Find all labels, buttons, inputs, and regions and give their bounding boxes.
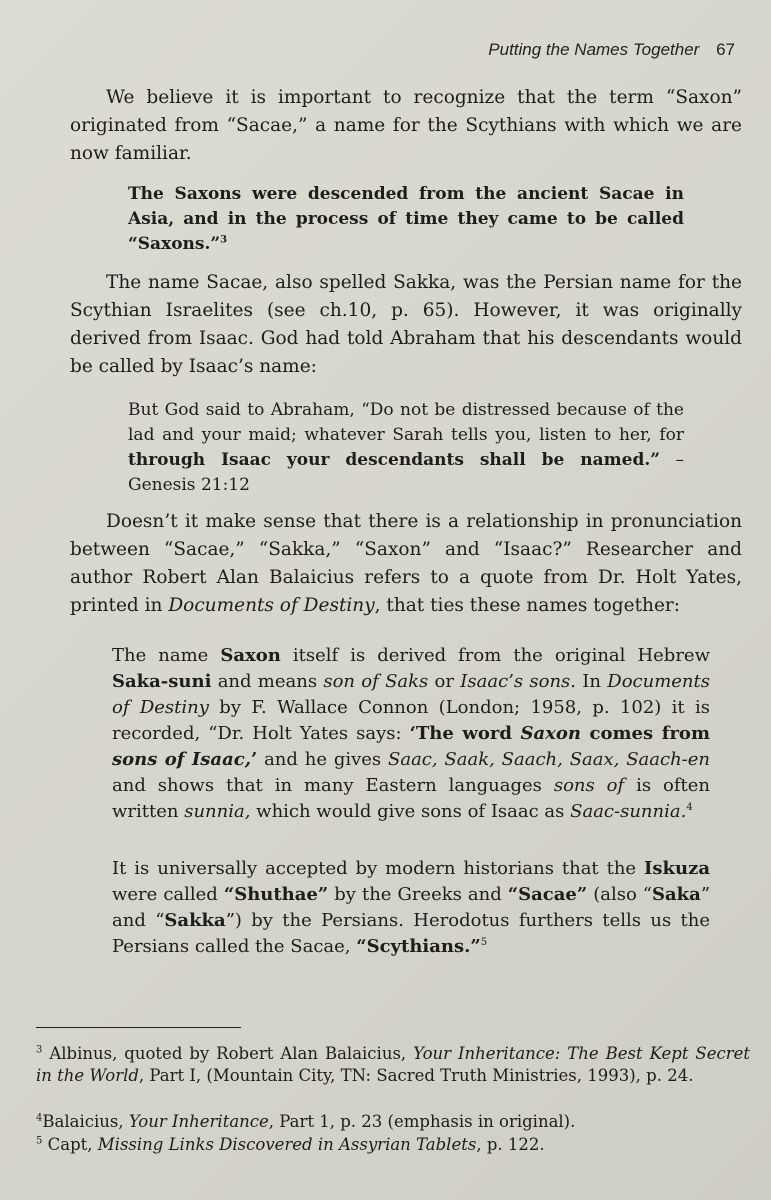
quote-genesis: But God said to Abraham, “Do not be distressed because of the lad and your maid; whatever Sarah tells you, listen to her, for through Isaac your descendants shall be named.” – Genesis 21:12 bbox=[128, 400, 684, 495]
paragraph-sacae-sakka: The name Sacae, also spelled Sakka, was the Persian name for the Scythian Israelites (see ch.10, p. 65). However, it was originally derived from Isaac. God had told Abraham that his descendants would be called by Isaac’s name: bbox=[70, 272, 742, 377]
footnote-ref-5[interactable]: 5 bbox=[480, 937, 488, 948]
quote-saxon-hebrew: The name Saxon itself is derived from the original Hebrew Saka-suni and means son of Saks or Isaac’s sons. In Documents of Destiny by F. Wallace Connon (London; 1958, p. 102) it is recorded, “Dr. Holt Yates says: ‘The word Saxon comes from sons of Isaac,’ and he gives Saac, Saak, Saach, Saax, Saach-en and shows that in many Eastern languages sons of is often written sunnia, which would give sons of Isaac as Saac-sunnia.$^4$ bbox=[112, 645, 711, 822]
footnote-4: $^4$Balaicius, Your Inheritance, Part 1, p. 23 (emphasis in original). bbox=[36, 1112, 576, 1131]
paragraph-saxon-origin: We believe it is important to recognize that the term “Saxon” originated from “Sacae,” a name for the Scythians with which we are now familiar. bbox=[70, 87, 742, 164]
running-header bbox=[488, 40, 735, 60]
footnote-5: $^5$ Capt, Missing Links Discovered in Assyrian Tablets, p. 122. bbox=[36, 1135, 545, 1154]
page-number: 67 bbox=[716, 40, 735, 59]
footnote-3: $^3$ Albinus, quoted by Robert Alan Balaicius, Your Inheritance: The Best Kept Secret in the World, Part I, (Mountain City, TN: Sacred Truth Ministries, 1993), p. 24. bbox=[36, 1044, 750, 1085]
quote-iskuza: It is universally accepted by modern historians that the Iskuza were called “Shuthae” by the Greeks and “Sacae” (also “Saka” and “Sakka”) by the Persians. Herodotus furthers tells us the Persians called the Sacae, “Scythians.”$^5$ bbox=[112, 858, 711, 957]
paragraph-pronunciation: Doesn’t it make sense that there is a relationship in pronunciation between “Sacae,” “Sakka,” “Saxon” and “Isaac?” Researcher and author Robert Alan Balaicius refers to a quote from Dr. Holt Yates, printed in Documents of Destiny, that ties these names together: bbox=[70, 511, 742, 616]
quote-saxons-descended: The Saxons were descended from the ancient Sacae in Asia, and in the process of time they came to be called “Saxons.”$^3$ bbox=[128, 184, 684, 254]
footnote-ref-3[interactable]: 3 bbox=[220, 234, 228, 246]
chapter-title: Putting the Names Together bbox=[488, 40, 700, 59]
footnote-divider bbox=[36, 1027, 241, 1028]
footnote-ref-4[interactable]: 4 bbox=[686, 802, 693, 813]
